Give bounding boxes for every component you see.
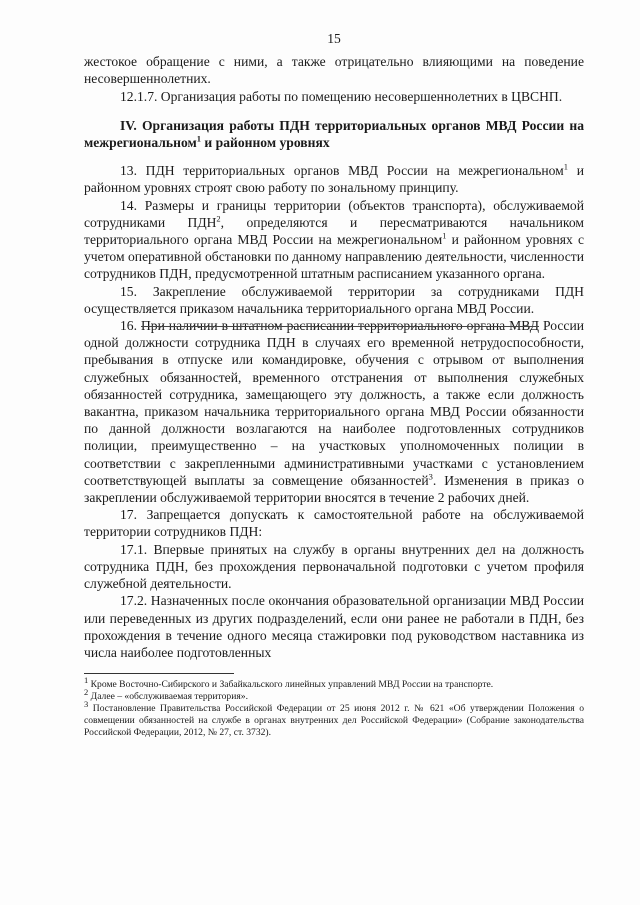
footnote-text: Кроме Восточно-Сибирского и Забайкальского линейных управлений МВД России на транспорте. — [88, 679, 494, 691]
footnote-ref: 3 — [428, 471, 433, 482]
struck-through-text: При наличии в штатном расписании территориального органа МВД — [140, 318, 540, 334]
paragraph-17-2: 17.2. Назначенных после окончания образовательной организации МВД России или переведенных из других подразделений, если они ранее не работали в ПДН, без прохождения в течение одного месяца стажировки под руководством наставника из числа наиболее подготовленных — [84, 593, 584, 660]
paragraph-text: России одной должности сотрудника ПДН в случаях его временной нетрудоспособности, пребывания в отпуске или командировке, обучения с отрывом от выполнения служебных обязанностей, временного отстранения от выполнения служебных обязанностей сотрудника, замещающего эту должность, а также если должность вакантна, приказом начальника территориального органа МВД России обязанности по данной должности возлагаются на наиболее подготовленных сотрудников полиции, преимущественно – на участковых уполномоченных полиции в соответствии с закрепленными административными участками с установлением соответствующей выплаты за совмещение обязанностей — [84, 318, 585, 488]
paragraph-17-1: 17.1. Впервые принятых на службу в органы внутренних дел на должность сотрудника ПДН, без прохождения первоначальной подготовки с учетом профиля служебной деятельности. — [84, 541, 584, 592]
footnote-ref: 1 — [442, 230, 447, 241]
footnote-ref: 2 — [216, 213, 221, 224]
section-heading — [84, 117, 584, 151]
paragraph-text: 16. — [120, 318, 141, 334]
footnote-ref: 1 — [196, 133, 201, 144]
paragraph-12-1-7: 12.1.7. Организация работы по помещению несовершеннолетних в ЦВСНП. — [120, 88, 563, 104]
paragraph-14 — [84, 197, 584, 283]
page-number: 15 — [327, 31, 341, 46]
footnote-1 — [84, 674, 584, 691]
footnotes — [84, 674, 584, 739]
footnote-mark: 3 — [84, 698, 89, 709]
paragraph-15: 15. Закрепление обслуживаемой территории за сотрудниками ПДН осуществляется приказом начальника территориального органа МВД России. — [84, 283, 584, 316]
paragraph-16 — [84, 317, 584, 506]
paragraph-continuation: жестокое обращение с ними, а также отрицательно влияющими на поведение несовершеннолетних. — [84, 54, 584, 87]
footnote-text: Далее – «обслуживаемая территория». — [88, 691, 248, 703]
footnote-separator — [84, 673, 234, 674]
footnote-ref: 1 — [563, 161, 569, 172]
footnote-text: Постановление Правительства Российской Федерации от 25 июня 2012 г. № 621 «Об утверждении Положения о совмещении обязанностей на службе в органах внутренних дел Российской Федерации» (Собрание законодательства Российской Федерации, 2012, № 27, ст. 3732). — [84, 703, 584, 739]
heading-text-part: IV. Организация работы ПДН территориальных органов МВД России на межрегиональном — [84, 117, 584, 151]
footnote-mark: 1 — [84, 674, 89, 685]
paragraph-17: 17. Запрещается допускать к самостоятельной работе на обслуживаемой территории сотрудников ПДН: — [84, 507, 584, 540]
paragraph-text: и районном уровнях с учетом оперативной обстановки по данному направлению деятельности, численности сотрудников ПДН, предусмотренной штатным расписанием указанного органа. — [84, 232, 584, 282]
paragraph-text: 14. Размеры и границы территории (объектов транспорта), обслуживаемой сотрудниками ПДН — [84, 197, 584, 230]
paragraph-text: , определяются и пересматриваются начальником территориального органа МВД России на межрегиональном — [84, 214, 584, 248]
footnote-3 — [84, 698, 584, 739]
paragraph-text: . Изменения в приказ о закреплении обслуживаемой территории вносятся в течение 2 рабочих дней. — [84, 472, 584, 506]
paragraph-13 — [84, 162, 584, 196]
paragraph-text: 13. ПДН территориальных органов МВД России на межрегиональном — [120, 163, 564, 179]
heading-text-part: и районном уровнях — [201, 135, 330, 151]
footnote-2 — [84, 686, 584, 703]
footnote-mark: 2 — [84, 686, 89, 697]
paragraph-text: и районном уровнях строят свою работу по зональному принципу. — [84, 163, 584, 196]
